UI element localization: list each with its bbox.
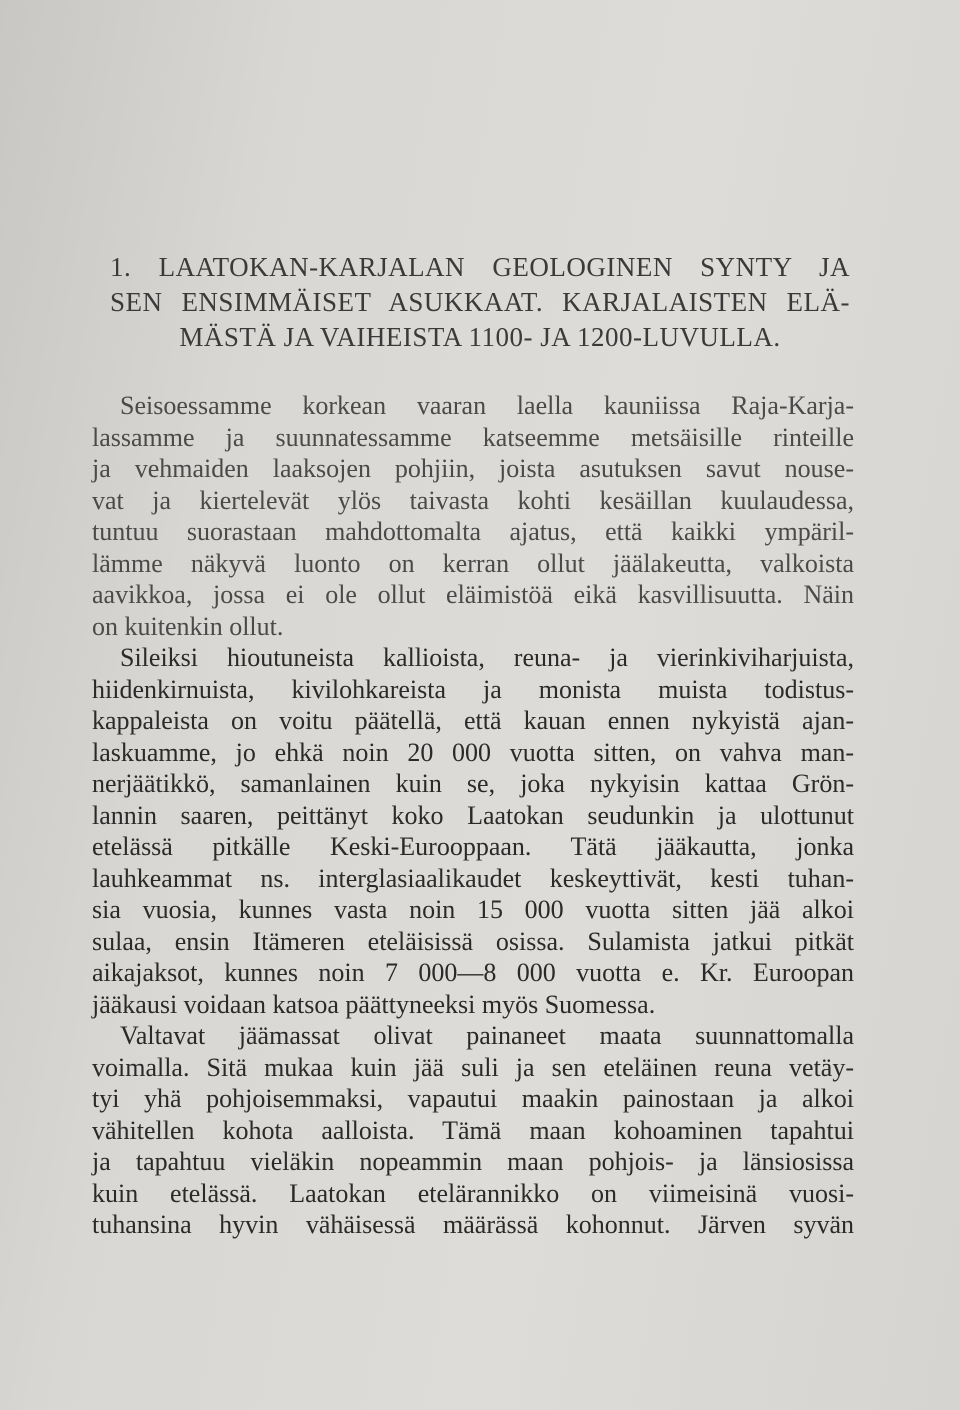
paragraph-3-line: tuhansina hyvin vähäisessä määrässä kohonnut. Järven syvän xyxy=(92,1210,854,1239)
paragraph-1-line: ja vehmaiden laaksojen pohjiin, joista asutuksen savut nouse- xyxy=(92,454,854,483)
paragraph-3-line: Valtavat jäämassat olivat painaneet maata suunnattomalla xyxy=(120,1021,854,1050)
paragraph-2-line: lauhkeammat ns. interglasiaalikaudet keskeyttivät, kesti tuhan- xyxy=(92,863,854,893)
paragraph-3-line: voimalla. Sitä mukaa kuin jää suli ja sen eteläinen reuna vetäy- xyxy=(92,1052,854,1082)
paragraph-1-line: Seisoessamme korkean vaaran laella kauniissa Raja-Karja- xyxy=(120,391,854,420)
paragraph-1-line: on kuitenkin ollut. xyxy=(92,611,284,641)
chapter-title xyxy=(110,250,850,355)
paragraph-1-line: tuntuu suorastaan mahdottomalta ajatus, että kaikki ympäril- xyxy=(92,517,854,546)
paragraph-2-line: hiidenkirnuista, kivilohkareista ja monista muista todistus- xyxy=(92,674,854,704)
paragraph-2-line: etelässä pitkälle Keski-Eurooppaan. Tätä jääkautta, jonka xyxy=(92,832,854,861)
paragraph-3-line: ja tapahtuu vieläkin nopeammin maan pohjois- ja länsiosissa xyxy=(92,1147,854,1176)
paragraph-3-line: kuin etelässä. Laatokan etelärannikko on viimeisinä vuosi- xyxy=(92,1178,854,1208)
paragraph-2-line: sulaa, ensin Itämeren eteläisissä osissa. Sulamista jatkui pitkät xyxy=(92,926,854,956)
paragraph-2-line: laskuamme, jo ehkä noin 20 000 vuotta sitten, on vahva man- xyxy=(92,737,854,767)
paragraph-2-line: kappaleista on voitu päätellä, että kauan ennen nykyistä ajan- xyxy=(92,706,854,735)
paragraph-1-line: vat ja kiertelevät ylös taivasta kohti kesäillan kuulaudessa, xyxy=(92,485,854,515)
chapter-title-line: 1. LAATOKAN-KARJALAN GEOLOGINEN SYNTY JA xyxy=(110,252,850,282)
paragraph-3-line: tyi yhä pohjoisemmaksi, vapautui maakin painostaan ja alkoi xyxy=(92,1084,854,1113)
chapter-title-line: SEN ENSIMMÄISET ASUKKAAT. KARJALAISTEN ELÄ- xyxy=(110,287,850,317)
paragraph-1-line: lassamme ja suunnatessamme katseemme metsäisille rinteille xyxy=(92,422,854,452)
paragraph-2-line: aikajaksot, kunnes noin 7 000—8 000 vuotta e. Kr. Euroopan xyxy=(92,958,854,987)
body-text xyxy=(92,390,854,1241)
paragraph-1-line: aavikkoa, jossa ei ole ollut eläimistöä eikä kasvillisuutta. Näin xyxy=(92,580,854,609)
paragraph-3-line: vähitellen kohota aalloista. Tämä maan kohoaminen tapahtui xyxy=(92,1115,854,1145)
paragraph-1-line: lämme näkyvä luonto on kerran ollut jäälakeutta, valkoista xyxy=(92,548,854,578)
paragraph-2-line: lannin saaren, peittänyt koko Laatokan seudunkin ja ulottunut xyxy=(92,800,854,830)
paragraph-2-line: nerjäätikkö, samanlainen kuin se, joka nykyisin kattaa Grön- xyxy=(92,769,854,798)
paragraph-2-line: sia vuosia, kunnes vasta noin 15 000 vuotta sitten jää alkoi xyxy=(92,895,854,924)
paragraph-2-line: Sileiksi hioutuneista kallioista, reuna- ja vierinkiviharjuista, xyxy=(120,643,854,672)
chapter-title-line: MÄSTÄ JA VAIHEISTA 1100- JA 1200-LUVULLA. xyxy=(179,322,781,352)
paragraph-2-line: jääkausi voidaan katsoa päättyneeksi myös Suomessa. xyxy=(92,989,656,1019)
